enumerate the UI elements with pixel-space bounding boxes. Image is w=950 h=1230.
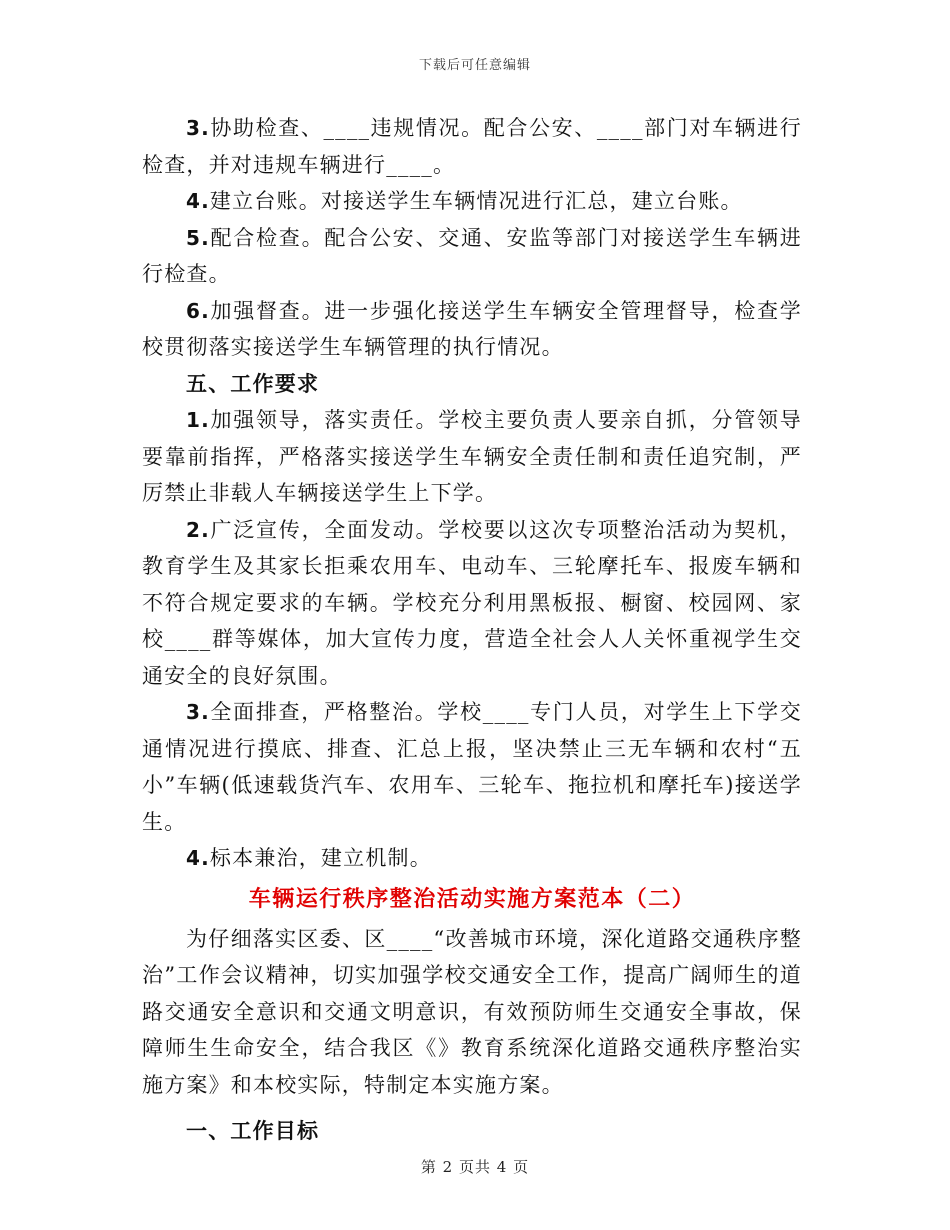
list-item [142,402,802,512]
list-item [142,293,802,366]
section-heading: 一、工作目标 [186,1118,320,1143]
document-title: 车辆运行秩序整治活动实施方案范本（二） [248,885,696,912]
header-note: 下载后可任意编辑 [418,58,531,73]
list-item [142,110,802,183]
item-text: 加强领导，落实责任。学校主要负责人要亲自抓，分管领导要靠前指挥，严格落实接送学生车辆安全责任制和责任追究制，严厉禁止非载人车辆接送学生上下学。 [142,408,802,505]
item-text: 加强督查。进一步强化接送学生车辆安全管理督导，检查学校贯彻落实接送学生车辆管理的执行情况。 [142,298,802,359]
item-number: 3. [186,116,210,140]
list-item [142,694,802,840]
list-item [142,220,802,293]
list-item [142,512,802,695]
item-text: 全面排查，严格整治。学校____专门人员，对学生上下学交通情况进行摸底、排查、汇总上报，坚决禁止三无车辆和农村“五小”车辆(低速载货汽车、农用车、三轮车、拖拉机和摩托车)接送学生。 [142,700,802,834]
list-item [142,183,802,220]
item-number: 6. [186,298,210,323]
list-item [142,840,802,877]
document-body [142,110,802,1150]
item-text: 广泛宣传，全面发动。学校要以这次专项整治活动为契机，教育学生及其家长拒乘农用车、电动车、三轮摩托车、报废车辆和不符合规定要求的车辆。学校充分利用黑板报、橱窗、校园网、家校____群等媒体，加大宣传力度，营造全社会人人关怀重视学生交通安全的良好氛围。 [142,517,802,688]
item-number: 3. [186,700,210,724]
item-number: 1. [186,408,210,432]
item-text: 配合检查。配合公安、交通、安监等部门对接送学生车辆进行检查。 [142,225,802,286]
item-number: 4. [186,189,210,213]
section-heading: 五、工作要求 [186,370,320,396]
intro-paragraph: 为仔细落实区委、区____“改善城市环境，深化道路交通秩序整治”工作会议精神，切实加强学校交通安全工作，提高广阔师生的道路交通安全意识和交通文明意识，有效预防师生交通安全事故，保障师生生命安全，结合我区《》教育系统深化道路交通秩序整治实施方案》和本校实际，特制定本实施方案。 [142,926,802,1097]
item-number: 5. [186,225,210,250]
item-number: 2. [186,517,210,542]
item-number: 4. [186,846,210,870]
item-text: 标本兼治，建立机制。 [209,846,432,870]
item-text: 建立台账。对接送学生车辆情况进行汇总，建立台账。 [209,189,743,213]
page-footer: 第 2 页共 4 页 [420,1158,530,1176]
item-text: 协助检查、____违规情况。配合公安、____部门对车辆进行检查，并对违规车辆进行____。 [142,116,802,177]
